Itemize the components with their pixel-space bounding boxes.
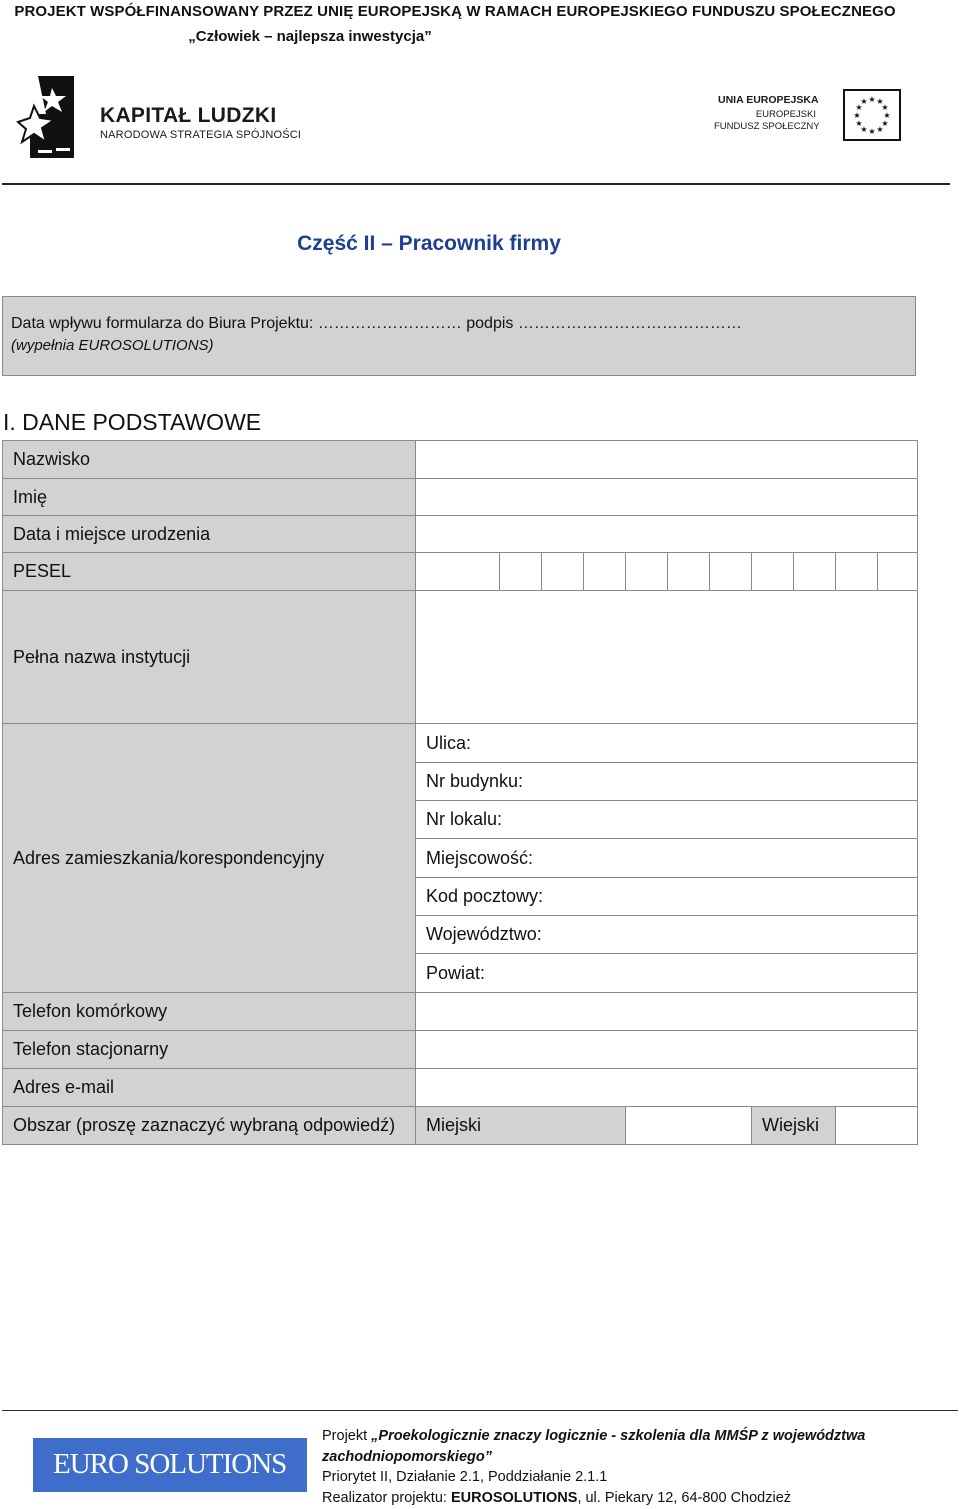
- address-field-miejscowosc[interactable]: Miejscowość:: [416, 839, 918, 878]
- instytucja-field[interactable]: [416, 591, 918, 724]
- ue-line-3: FUNDUSZ SPOŁECZNY: [714, 121, 820, 132]
- svg-text:★: ★: [881, 103, 889, 112]
- section-heading: I. DANE PODSTAWOWE: [3, 409, 262, 435]
- label-adres: Adres zamieszkania/korespondencyjny: [3, 724, 416, 993]
- footer-priority: Priorytet II, Działanie 2.1, Poddziałanie 2.1.1: [322, 1469, 608, 1485]
- footer-text: [322, 1426, 942, 1508]
- footer-realizator-name: EUROSOLUTIONS: [450, 1489, 578, 1506]
- label-obszar: Obszar (proszę zaznaczyć wybraną odpowiedź): [3, 1107, 416, 1145]
- address-field-kod-pocztowy[interactable]: Kod pocztowy:: [416, 878, 918, 916]
- obszar-option-wiejski: Wiejski: [752, 1107, 836, 1145]
- svg-text:★: ★: [876, 125, 884, 134]
- label-nazwisko: Nazwisko: [3, 441, 416, 479]
- address-field-ulica[interactable]: Ulica:: [416, 724, 918, 763]
- office-use-box: [2, 296, 916, 376]
- kapital-ludzki-logo: [16, 74, 316, 162]
- label-data-urodzenia: Data i miejsce urodzenia: [3, 516, 416, 553]
- address-field-nr-lokalu[interactable]: Nr lokalu:: [416, 801, 918, 839]
- address-field-wojewodztwo[interactable]: Województwo:: [416, 916, 918, 954]
- footer-realizator-prefix: Realizator projektu:: [322, 1489, 451, 1506]
- label-telefon-komorkowy: Telefon komórkowy: [3, 993, 416, 1031]
- nazwisko-field[interactable]: [416, 441, 918, 479]
- svg-text:★: ★: [860, 125, 868, 134]
- data-urodzenia-field[interactable]: [416, 516, 918, 553]
- ue-title: UNIA EUROPEJSKA: [718, 94, 819, 106]
- label-pesel: PESEL: [3, 553, 416, 591]
- svg-text:★: ★: [883, 111, 891, 120]
- pesel-prefix-cell: [416, 553, 500, 591]
- address-field-nr-budynku[interactable]: Nr budynku:: [416, 763, 918, 801]
- label-email: Adres e-mail: [3, 1069, 416, 1107]
- label-imie: Imię: [3, 479, 416, 516]
- pesel-digit-box[interactable]: [752, 553, 794, 591]
- pesel-digit-box[interactable]: [710, 553, 752, 591]
- email-field[interactable]: [416, 1069, 918, 1107]
- obszar-wiejski-checkbox[interactable]: [836, 1107, 918, 1145]
- pesel-digit-box[interactable]: [542, 553, 584, 591]
- pesel-digit-box[interactable]: [500, 553, 542, 591]
- office-use-note: (wypełnia EUROSOLUTIONS): [11, 337, 214, 354]
- eurosolutions-logo: EURO SOLUTIONS: [33, 1438, 307, 1492]
- pesel-digit-box[interactable]: [878, 553, 918, 591]
- footer-project-prefix: Projekt: [322, 1428, 372, 1444]
- pesel-digit-box[interactable]: [836, 553, 878, 591]
- svg-text:★: ★: [855, 103, 863, 112]
- footer-realizator-address: , ul. Piekary 12, 64-800 Chodzież: [577, 1489, 792, 1506]
- header-line-1: PROJEKT WSPÓŁFINANSOWANY PRZEZ UNIĘ EUROPEJSKĄ W RAMACH EUROPEJSKIEGO FUNDUSZU SPOŁECZNEGO: [14, 3, 896, 20]
- address-field-powiat[interactable]: Powiat:: [416, 954, 918, 993]
- basic-data-table: [2, 440, 918, 1145]
- ue-efs-logo: [712, 89, 902, 141]
- label-telefon-stacjonarny: Telefon stacjonarny: [3, 1031, 416, 1069]
- label-instytucja: Pełna nazwa instytucji: [3, 591, 416, 724]
- pesel-digit-box[interactable]: [584, 553, 626, 591]
- page-title: Część II – Pracownik firmy: [297, 232, 561, 255]
- svg-text:★: ★: [860, 97, 868, 106]
- kapital-ludzki-subtitle: NARODOWA STRATEGIA SPÓJNOŚCI: [100, 129, 302, 141]
- svg-text:★: ★: [876, 97, 884, 106]
- svg-text:★: ★: [853, 111, 861, 120]
- telefon-komorkowy-field[interactable]: [416, 993, 918, 1031]
- kapital-ludzki-emblem-icon: [16, 74, 80, 160]
- imie-field[interactable]: [416, 479, 918, 516]
- footer-project-name: „Proekologicznie znaczy logicznie - szkolenia dla MMŚP z województwa zachodniopomorskiego”: [322, 1428, 866, 1465]
- obszar-option-miejski: Miejski: [416, 1107, 626, 1145]
- svg-text:★: ★: [868, 127, 876, 136]
- kapital-ludzki-title: KAPITAŁ LUDZKI: [100, 104, 277, 127]
- svg-text:★: ★: [881, 119, 889, 128]
- header-line-2: „Człowiek – najlepsza inwestycja”: [188, 28, 432, 45]
- receipt-date-line: Data wpływu formularza do Biura Projektu: ……………………… podpis ……………………………………: [11, 315, 742, 332]
- footer-project-line: [322, 1426, 942, 1467]
- header-divider: [2, 183, 950, 185]
- pesel-digit-box[interactable]: [668, 553, 710, 591]
- obszar-miejski-checkbox[interactable]: [626, 1107, 752, 1145]
- pesel-digit-box[interactable]: [794, 553, 836, 591]
- pesel-digit-box[interactable]: [626, 553, 668, 591]
- footer-divider: [2, 1410, 958, 1411]
- svg-text:★: ★: [868, 95, 876, 104]
- telefon-stacjonarny-field[interactable]: [416, 1031, 918, 1069]
- eu-flag-icon: [843, 89, 901, 141]
- footer-realizator-line: [322, 1488, 942, 1509]
- svg-text:★: ★: [855, 119, 863, 128]
- ue-line-2: EUROPEJSKI: [755, 109, 816, 120]
